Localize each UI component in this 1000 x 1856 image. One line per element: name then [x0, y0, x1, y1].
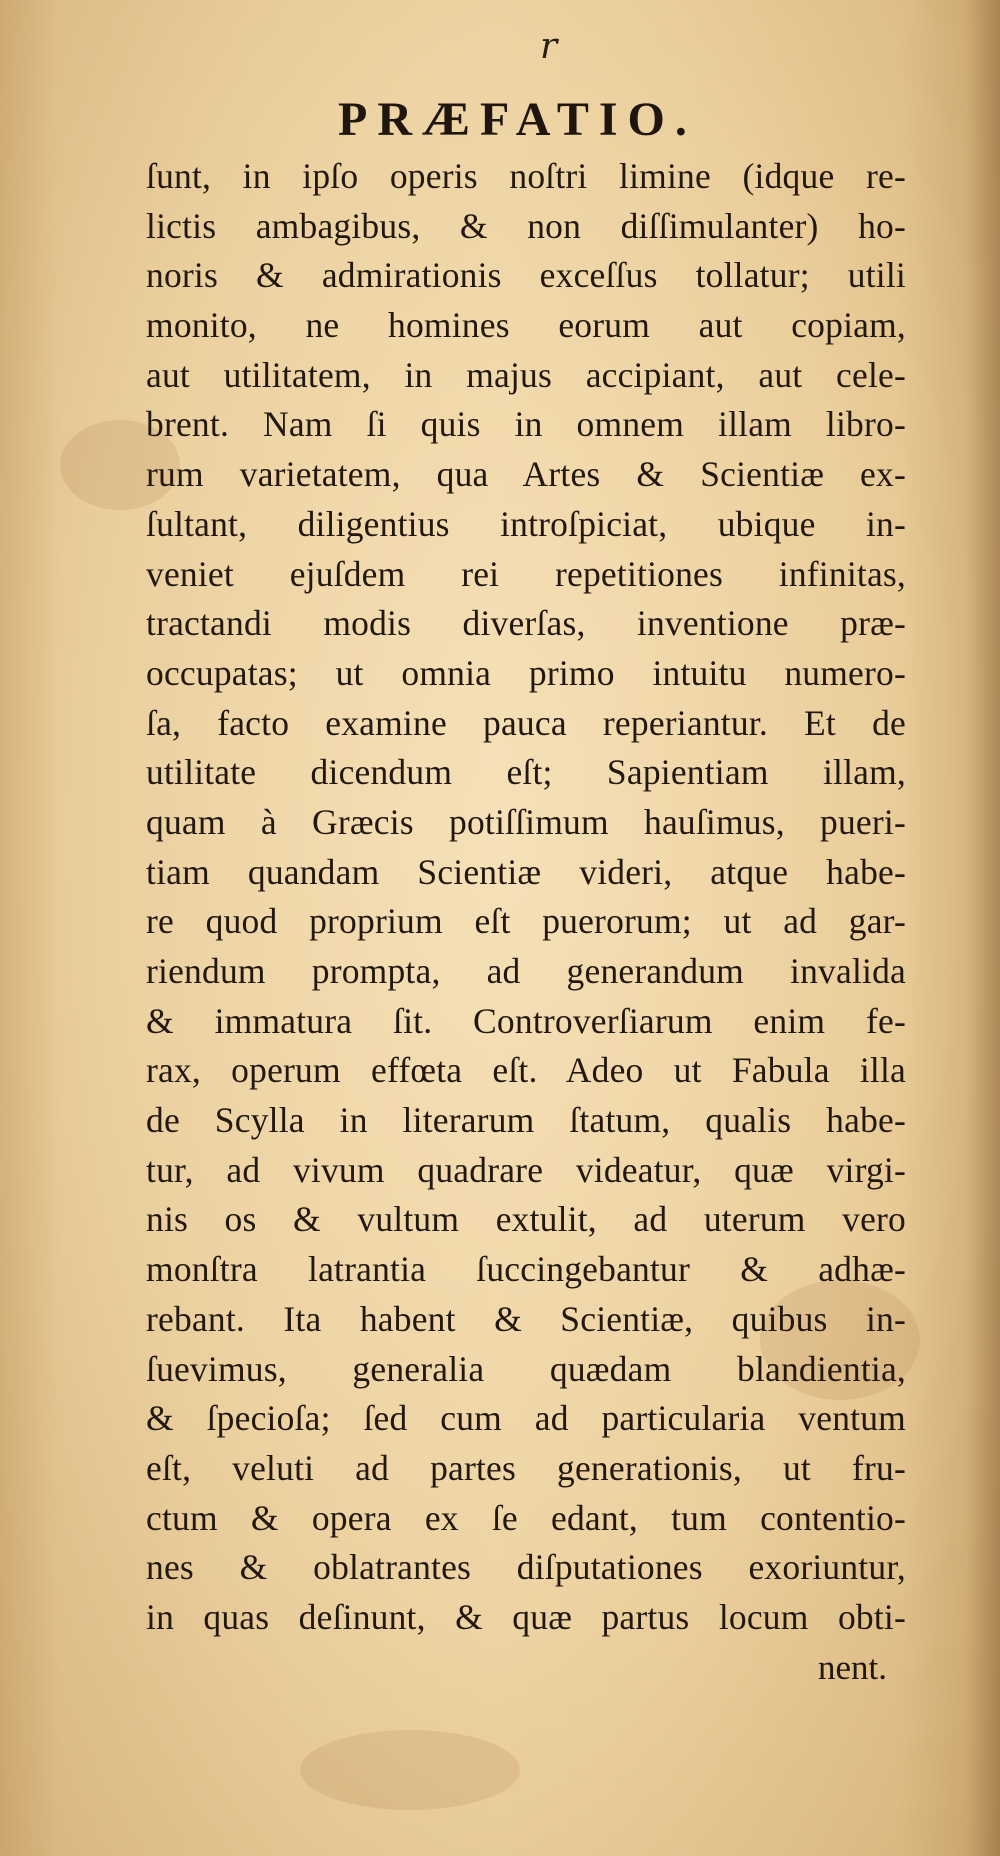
text-line: nes & oblatrantes diſputationes exoriuntur,	[146, 1547, 906, 1588]
catchword: nent.	[818, 1648, 888, 1687]
page-edge-shadow	[966, 0, 1000, 1856]
text-line: & immatura ſit. Controverſiarum enim fe-	[146, 1000, 906, 1041]
text-line: ſultant, diligentius introſpiciat, ubique in-	[146, 503, 906, 544]
text-line: quam à Græcis potiſſimum hauſimus, pueri-	[146, 801, 906, 842]
text-line: re quod proprium eſt puerorum; ut ad gar-	[146, 901, 906, 942]
text-line: ſa, facto examine pauca reperiantur. Et de	[146, 702, 906, 743]
text-line: noris & admirationis exceſſus tollatur; utili	[146, 255, 906, 296]
text-line: & ſpecioſa; ſed cum ad particularia ventum	[146, 1398, 906, 1439]
text-line: rax, operum effœta eſt. Adeo ut Fabula illa	[146, 1050, 906, 1091]
text-line: rebant. Ita habent & Scientiæ, quibus in-	[146, 1298, 906, 1339]
text-line: ſunt, in ipſo operis noſtri limine (idque re-	[146, 156, 906, 196]
text-line: de Scylla in literarum ſtatum, qualis habe-	[146, 1100, 906, 1141]
text-line: lictis ambagibus, & non diſſimulanter) ho-	[146, 205, 906, 246]
text-line: eſt, veluti ad partes generationis, ut fru-	[146, 1447, 906, 1488]
body-text	[146, 152, 906, 1643]
text-line: occupatas; ut omnia primo intuitu numero-	[146, 652, 906, 693]
text-line: rum varietatem, qua Artes & Scientiæ ex-	[146, 454, 906, 495]
text-line: aut utilitatem, in majus accipiant, aut cele-	[146, 354, 906, 395]
running-head: PRÆFATIO.	[338, 93, 697, 146]
text-line: in quas deſinunt, & quæ partus locum obti-	[146, 1596, 906, 1637]
text-line: brent. Nam ſi quis in omnem illam libro-	[146, 404, 906, 445]
text-line: tractandi modis diverſas, inventione præ-	[146, 603, 906, 644]
text-line: monſtra latrantia ſuccingebantur & adhæ-	[146, 1249, 906, 1290]
text-line: riendum prompta, ad generandum invalida	[146, 951, 906, 991]
text-line: ctum & opera ex ſe edant, tum contentio-	[146, 1497, 906, 1538]
text-line: nis os & vultum extulit, ad uterum vero	[146, 1199, 906, 1240]
text-line: ſuevimus, generalia quædam blandientia,	[146, 1348, 906, 1389]
text-line: veniet ejuſdem rei repetitiones infinitas,	[146, 553, 906, 594]
text-line: tur, ad vivum quadrare videatur, quæ virgi-	[146, 1149, 906, 1190]
paper-stain	[300, 1730, 520, 1810]
text-line: tiam quandam Scientiæ videri, atque habe-	[146, 851, 906, 892]
signature-mark: r	[540, 26, 558, 67]
text-line: utilitate dicendum eſt; Sapientiam illam,	[146, 752, 906, 793]
text-line: monito, ne homines eorum aut copiam,	[146, 305, 906, 346]
